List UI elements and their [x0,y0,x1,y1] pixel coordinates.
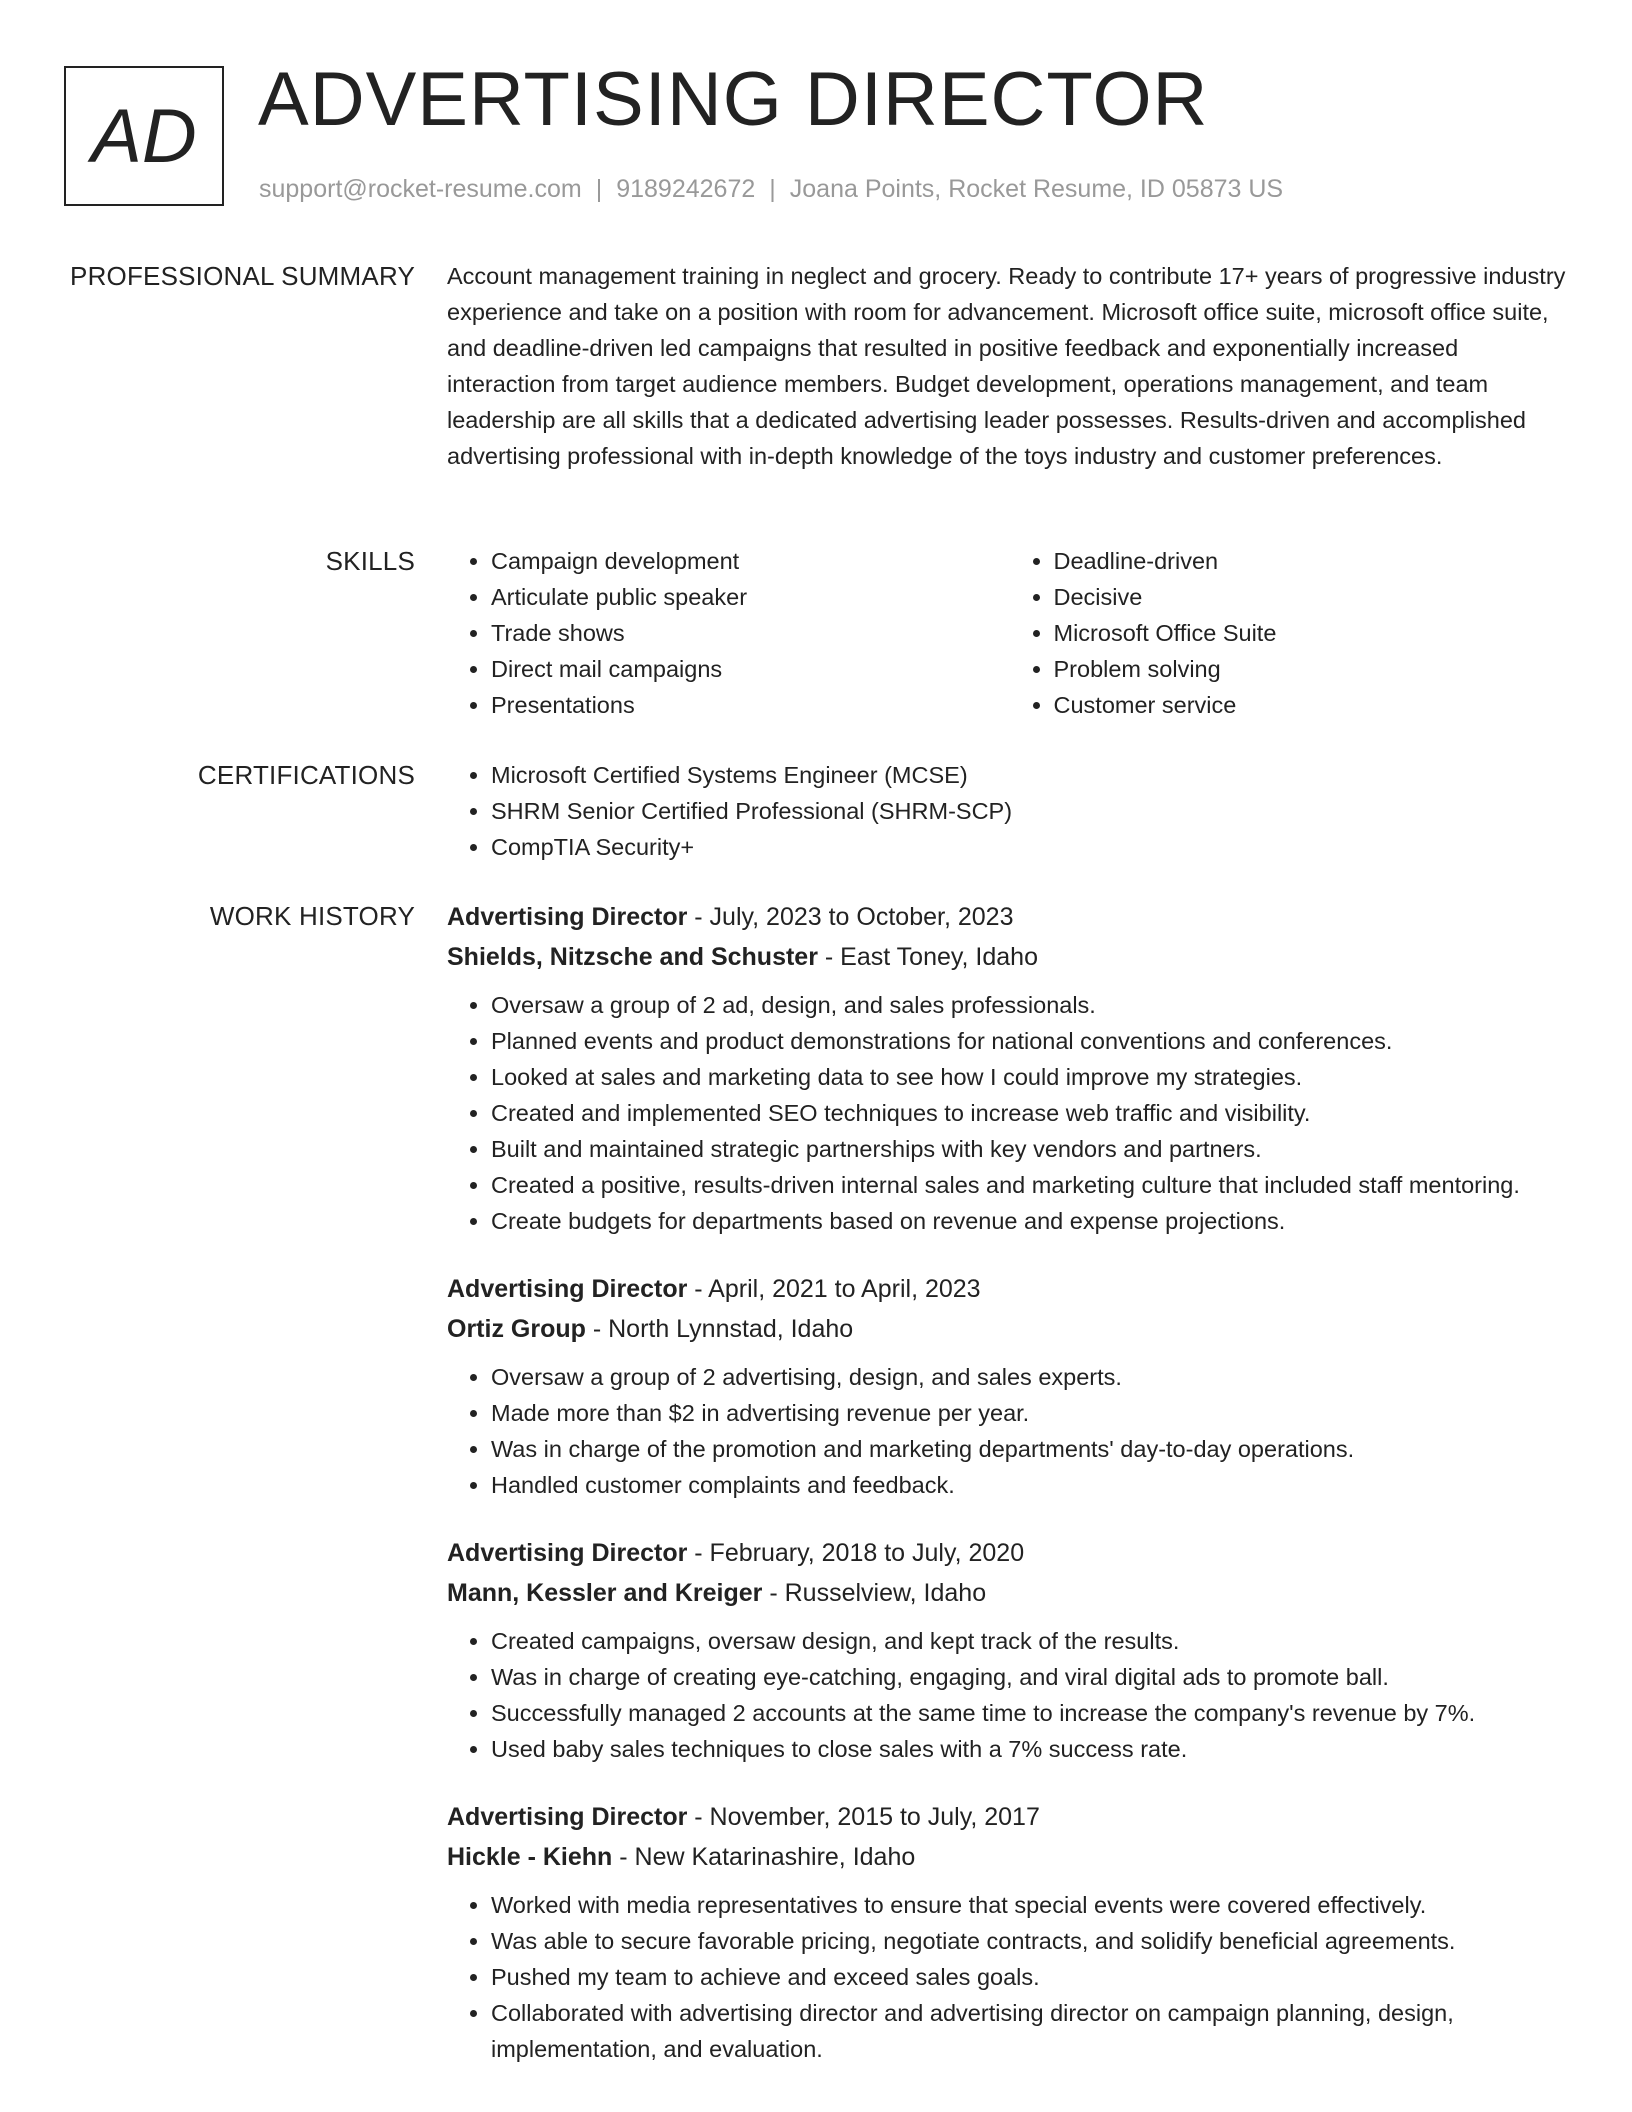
certification-item: • SHRM Senior Certified Professional (SHRM-SCP) [491,793,1572,829]
job-bullet: • Created a positive, results-driven internal sales and marketing culture that included staff mentoring. [491,1167,1572,1203]
job-org-line [447,1309,1572,1349]
work-heading: WORK HISTORY [209,901,415,931]
job-company: Mann, Kessler and Kreiger [447,1579,763,1607]
certifications-list [447,757,1572,865]
job-bullet: • Created campaigns, oversaw design, and kept track of the results. [491,1623,1572,1659]
job-bullet: • Created and implemented SEO techniques to increase web traffic and visibility. [491,1095,1572,1131]
skill-item: • Customer service [1054,687,1573,723]
job-title: Advertising Director [447,1803,688,1831]
skills-content [447,543,1572,723]
separator: | [769,175,776,203]
job-bullet: • Made more than $2 in advertising revenue per year. [491,1395,1572,1431]
skill-item: • Microsoft Office Suite [1054,615,1573,651]
phone[interactable]: 9189242672 [616,175,756,203]
skills-right-list [1010,543,1573,723]
job-bullet: • Oversaw a group of 2 ad, design, and sales professionals. [491,987,1572,1023]
address: Joana Points, Rocket Resume, ID 05873 US [789,175,1284,203]
job-location: - New Katarinashire, Idaho [612,1843,916,1871]
job-title: Advertising Director [447,1539,688,1567]
job-company: Shields, Nitzsche and Schuster [447,943,818,971]
job-title: Advertising Director [447,1275,688,1303]
job-title-line [447,897,1572,937]
job-title-line [447,1533,1572,1573]
job-bullets [447,1359,1572,1503]
certifications-heading: CERTIFICATIONS [197,760,415,790]
summary-content [447,258,1572,474]
certifications-content [447,757,1572,865]
job-org-line [447,1837,1572,1877]
job-entry [447,897,1572,1239]
skill-item: • Deadline-driven [1054,543,1573,579]
job-entry [447,1797,1572,2067]
job-bullets [447,1887,1572,2067]
job-org-line [447,937,1572,977]
job-bullet: • Was in charge of creating eye-catching, engaging, and viral digital ads to promote ball. [491,1659,1572,1695]
certification-item: • Microsoft Certified Systems Engineer (MCSE) [491,757,1572,793]
summary-heading: PROFESSIONAL SUMMARY [70,261,415,291]
job-location: - Russelview, Idaho [762,1579,987,1607]
email[interactable]: support@rocket-resume.com [259,175,582,203]
job-bullets [447,1623,1572,1767]
job-bullet: • Looked at sales and marketing data to see how I could improve my strategies. [491,1059,1572,1095]
job-dates: - February, 2018 to July, 2020 [687,1539,1025,1567]
skill-item: • Campaign development [491,543,1010,579]
job-location: - North Lynnstad, Idaho [585,1315,854,1343]
job-bullet: • Pushed my team to achieve and exceed sales goals. [491,1959,1572,1995]
job-company: Hickle - Kiehn [447,1843,613,1871]
skill-item: • Presentations [491,687,1010,723]
job-bullet: • Built and maintained strategic partnerships with key vendors and partners. [491,1131,1572,1167]
monogram: AD [64,66,224,206]
job-title: Advertising Director [447,903,688,931]
job-bullet: • Worked with media representatives to ensure that special events were covered effectively. [491,1887,1572,1923]
job-title-line [447,1269,1572,1309]
job-bullet: • Oversaw a group of 2 advertising, design, and sales experts. [491,1359,1572,1395]
job-bullet: • Create budgets for departments based on revenue and expense projections. [491,1203,1572,1239]
skill-item: • Direct mail campaigns [491,651,1010,687]
skill-item: • Articulate public speaker [491,579,1010,615]
page-title: ADVERTISING DIRECTOR [258,57,1209,142]
certification-item: • CompTIA Security+ [491,829,1572,865]
job-bullet: • Collaborated with advertising director and advertising director on campaign planning, design, implementation, and evaluation. [491,1995,1572,2067]
job-bullet: • Successfully managed 2 accounts at the same time to increase the company's revenue by 7%. [491,1695,1572,1731]
job-bullet: • Was in charge of the promotion and marketing departments' day-to-day operations. [491,1431,1572,1467]
job-dates: - July, 2023 to October, 2023 [687,903,1014,931]
separator: | [595,175,603,203]
job-entry [447,1533,1572,1767]
skills-left-list [447,543,1010,723]
skill-item: • Decisive [1054,579,1573,615]
job-dates: - November, 2015 to July, 2017 [687,1803,1040,1831]
job-title-line [447,1797,1572,1837]
job-bullet: • Planned events and product demonstrations for national conventions and conferences. [491,1023,1572,1059]
contact-line [259,175,1283,204]
work-content [447,897,1572,2097]
skill-item: • Trade shows [491,615,1010,651]
job-bullet: • Handled customer complaints and feedback. [491,1467,1572,1503]
summary-text: Account management training in neglect and grocery. Ready to contribute 17+ years of progressive industry experience and take on a position with room for advancement. Microsoft office suite, microsoft office suite, and deadline-driven led campaigns that resulted in positive feedback and exponentially increased interaction from target audience members. Budget development, operations management, and team leadership are all skills that a dedicated advertising leader possesses. Results-driven and accomplished advertising professional with in-depth knowledge of the toys industry and customer preferences. [447,263,1566,469]
job-bullet: • Was able to secure favorable pricing, negotiate contracts, and solidify beneficial agreements. [491,1923,1572,1959]
skill-item: • Problem solving [1054,651,1573,687]
job-location: - East Toney, Idaho [817,943,1038,971]
job-entry [447,1269,1572,1503]
skills-heading: SKILLS [325,546,415,576]
job-dates: - April, 2021 to April, 2023 [687,1275,981,1303]
job-bullet: • Used baby sales techniques to close sales with a 7% success rate. [491,1731,1572,1767]
job-org-line [447,1573,1572,1613]
job-bullets [447,987,1572,1239]
job-company: Ortiz Group [447,1315,586,1343]
